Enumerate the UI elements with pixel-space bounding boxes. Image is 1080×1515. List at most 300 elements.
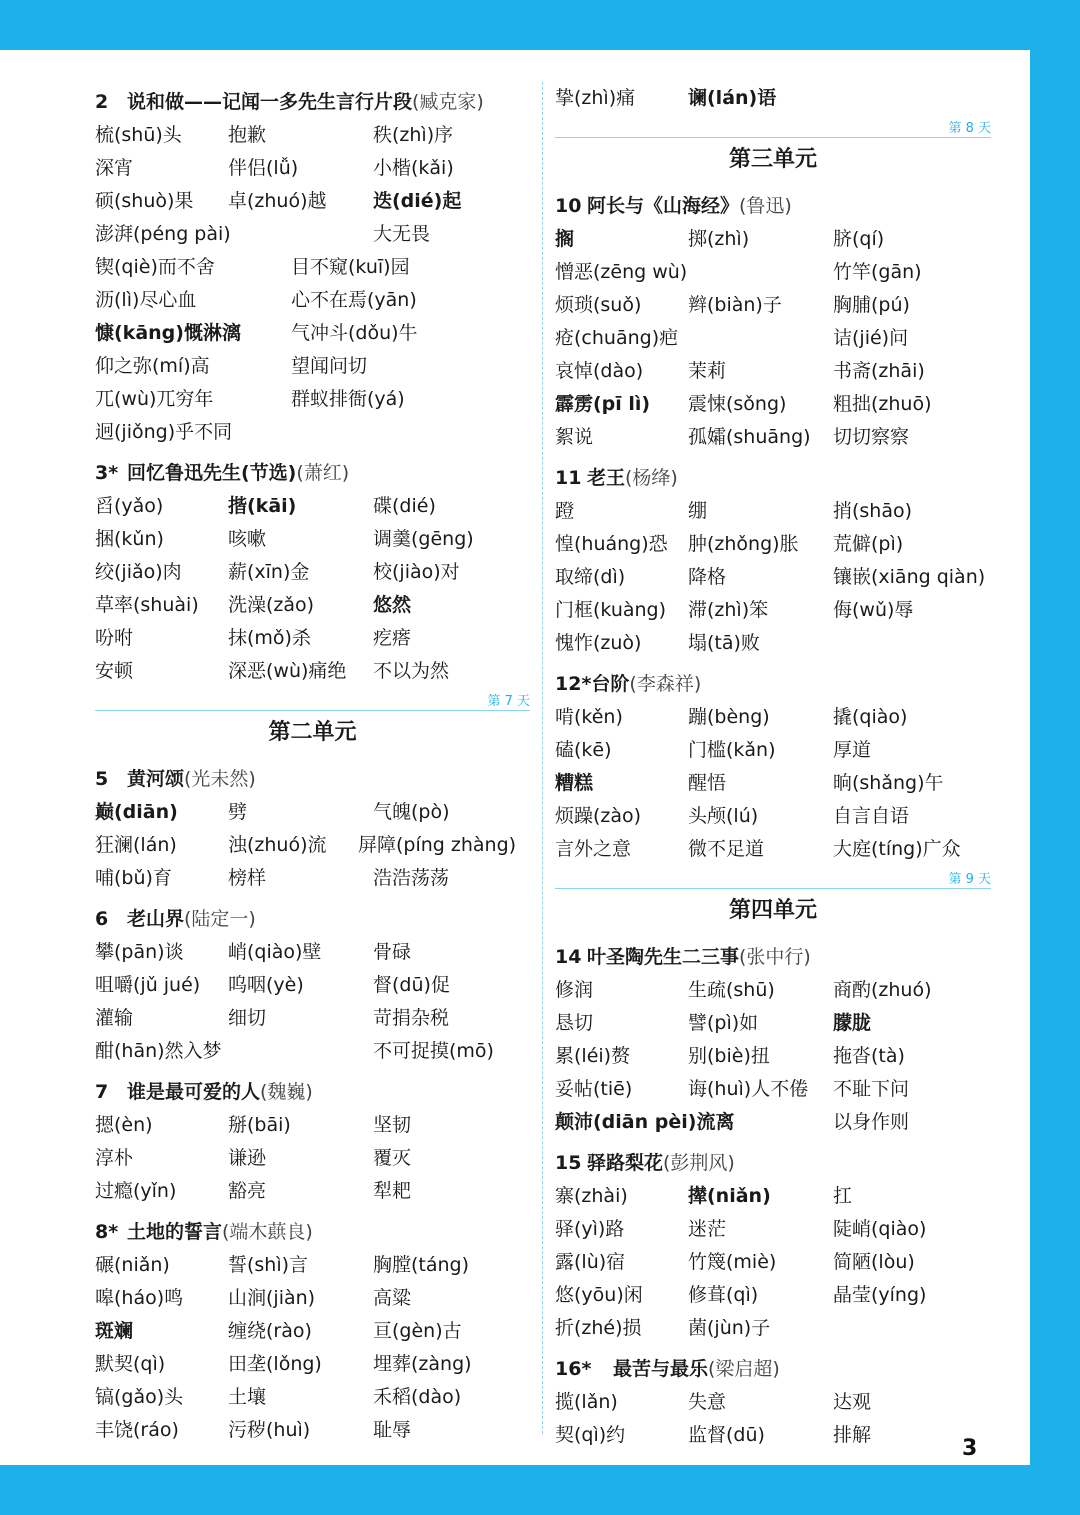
lesson-name: 黄河颂 [127, 768, 185, 790]
vocab-word: 哺(bǔ)育 [95, 867, 172, 889]
vocab-word: 磕(kē) [555, 739, 612, 761]
vocab-word: 肿(zhǒng)胀 [688, 533, 799, 555]
vocab-word: 降格 [688, 566, 727, 588]
vocab-row [555, 701, 991, 734]
vocab-word: 安顿 [95, 660, 134, 682]
vocab-word: 气冲斗(dǒu)牛 [291, 322, 418, 344]
vocab-word: 抹(mǒ)杀 [228, 627, 311, 649]
lesson-title [95, 763, 530, 796]
vocab-word: 寨(zhài) [555, 1185, 628, 1207]
vocab-word: 悠然 [373, 594, 412, 616]
vocab-word: 狂澜(lán) [95, 834, 177, 856]
vocab-row [555, 421, 991, 454]
vocab-row [555, 833, 991, 866]
vocab-row [555, 1279, 991, 1312]
vocab-word: 累(léi)赘 [555, 1045, 631, 1067]
vocab-word: 头颅(lú) [688, 805, 759, 827]
vocab-word: 深恶(wù)痛绝 [228, 660, 347, 682]
vocab-word: 镐(gǎo)头 [95, 1386, 184, 1408]
vocab-word: 呜咽(yè) [228, 974, 304, 996]
vocab-row [95, 119, 530, 152]
lesson-number: 15 [555, 1152, 582, 1174]
lesson-author: (魏巍) [260, 1081, 313, 1103]
vocab-word: 茉莉 [688, 360, 727, 382]
vocab-row [95, 185, 530, 218]
vocab-word: 梳(shū)头 [95, 124, 182, 146]
vocab-row [555, 767, 991, 800]
vocab-word: 颠沛(diān pèi)流离 [555, 1111, 735, 1133]
vocab-word: 浩浩荡荡 [373, 867, 450, 889]
vocab-row [95, 969, 530, 1002]
vocab-word: 醒悟 [688, 772, 727, 794]
vocab-word: 山涧(jiàn) [228, 1287, 316, 1309]
vocab-row [555, 322, 991, 355]
vocab-word: 烦躁(zào) [555, 805, 642, 827]
vocab-word: 揩(kāi) [228, 495, 297, 517]
vocab-word: 蹦(bèng) [688, 706, 770, 728]
vocab-word: 搁 [555, 228, 575, 250]
vocab-row [555, 1419, 991, 1452]
vocab-row [555, 223, 991, 256]
vocab-row [555, 1312, 991, 1345]
vocab-word: 撵(niǎn) [688, 1185, 771, 1207]
lesson-number: 16* [555, 1358, 592, 1380]
vocab-row [95, 251, 530, 284]
vocab-word: 仰之弥(mí)高 [95, 355, 210, 377]
lesson-title [95, 903, 530, 936]
lesson-number: 7 [95, 1081, 109, 1103]
vocab-row [95, 556, 530, 589]
vocab-word: 恳切 [555, 1012, 594, 1034]
vocab-word: 深宵 [95, 157, 134, 179]
vocab-row [95, 829, 530, 862]
vocab-row [555, 256, 991, 289]
lesson-author: (李森祥) [629, 673, 702, 695]
vocab-word: 掰(bāi) [228, 1114, 291, 1136]
vocab-row [95, 936, 530, 969]
lesson-name: 回忆鲁迅先生(节选) [127, 462, 297, 484]
vocab-row [95, 317, 530, 350]
vocab-word: 简陋(lòu) [833, 1251, 915, 1273]
vocab-word: 沥(lì)尽心血 [95, 289, 197, 311]
vocab-word: 修润 [555, 979, 594, 1001]
vocab-word: 澎湃(péng pài) [95, 223, 231, 245]
vocab-word: 侮(wǔ)辱 [833, 599, 914, 621]
vocab-word: 草率(shuài) [95, 594, 199, 616]
lesson-number: 2 [95, 91, 109, 113]
vocab-word: 硕(shuò)果 [95, 190, 194, 212]
vocab-word: 修葺(qì) [688, 1284, 759, 1306]
vocab-word: 迭(dié)起 [373, 190, 462, 212]
vocab-word: 不以为然 [373, 660, 450, 682]
vocab-word: 厚道 [833, 739, 872, 761]
vocab-word: 孤孀(shuāng) [688, 426, 811, 448]
vocab-row [95, 1249, 530, 1282]
vocab-word: 亘(gèn)古 [373, 1320, 462, 1342]
unit-title: 第二单元 [268, 720, 357, 745]
vocab-word: 糟糕 [555, 772, 594, 794]
vocab-row [95, 1414, 530, 1447]
lesson-title [555, 668, 991, 701]
vocab-word: 言外之意 [555, 838, 632, 860]
vocab-row [555, 289, 991, 322]
vocab-word: 生疏(shū) [688, 979, 775, 1001]
lesson-author: (鲁迅) [739, 195, 792, 217]
vocab-row [555, 1007, 991, 1040]
vocab-word: 捆(kǔn) [95, 528, 164, 550]
lesson-title [555, 462, 991, 495]
vocab-word: 竹篾(miè) [688, 1251, 777, 1273]
vocab-word: 埋葬(zàng) [373, 1353, 472, 1375]
vocab-word [688, 322, 833, 355]
vocab-row [95, 1175, 530, 1208]
vocab-word: 攀(pān)谈 [95, 941, 184, 963]
vocab-word: 妥帖(tiē) [555, 1078, 633, 1100]
vocab-word: 迥(jiǒng)乎不同 [95, 421, 233, 443]
vocab-row [555, 1073, 991, 1106]
lesson-author: (端木蕻良) [222, 1221, 313, 1243]
unit-title: 第三单元 [728, 147, 817, 172]
vocab-word: 大无畏 [373, 223, 431, 245]
vocab-word: 竹竿(gān) [833, 261, 922, 283]
vocab-word: 絮说 [555, 426, 594, 448]
vocab-word: 门槛(kǎn) [688, 739, 776, 761]
left-column [95, 82, 530, 1447]
vocab-word: 薪(xīn)金 [228, 561, 310, 583]
day-marker [555, 115, 991, 137]
vocab-word [228, 1035, 373, 1068]
vocab-row [95, 1142, 530, 1175]
right-border [1030, 0, 1080, 1515]
vocab-word: 悠(yōu)闲 [555, 1284, 643, 1306]
lesson-title [95, 1216, 530, 1249]
vocab-word: 丰饶(ráo) [95, 1419, 179, 1441]
lesson-author: (陆定一) [184, 908, 256, 930]
vocab-word: 抱歉 [228, 124, 267, 146]
vocab-word: 慷(kāng)慨淋漓 [95, 322, 241, 344]
vocab-word: 诘(jié)问 [833, 327, 909, 349]
vocab-row [95, 218, 530, 251]
vocab-row [555, 82, 991, 115]
vocab-word: 挚(zhì)痛 [555, 87, 636, 109]
lesson-number: 8* [95, 1221, 119, 1243]
vocab-word: 愧怍(zuò) [555, 632, 642, 654]
vocab-row [555, 1040, 991, 1073]
vocab-word: 小楷(kǎi) [373, 157, 454, 179]
vocab-word: 朦胧 [833, 1012, 872, 1034]
lesson-title [95, 1076, 530, 1109]
vocab-word: 骨碌 [373, 941, 412, 963]
vocab-word: 誓(shì)言 [228, 1254, 309, 1276]
vocab-word: 淳朴 [95, 1147, 134, 1169]
vocab-row [555, 1180, 991, 1213]
vocab-row [95, 1348, 530, 1381]
vocab-word: 耻辱 [373, 1419, 412, 1441]
vocab-word: 气魄(pò) [373, 801, 450, 823]
vocab-word: 田垄(lǒng) [228, 1353, 322, 1375]
bottom-border [0, 1465, 1080, 1515]
lesson-number: 14 [555, 946, 582, 968]
vocab-row [95, 1109, 530, 1142]
vocab-word: 绷 [688, 500, 708, 522]
vocab-word: 不耻下问 [833, 1078, 910, 1100]
vocab-word: 犁耙 [373, 1180, 412, 1202]
vocab-word: 覆灭 [373, 1147, 412, 1169]
vocab-word: 商酌(zhuó) [833, 979, 932, 1001]
lesson-number: 5 [95, 768, 109, 790]
vocab-word: 诲(huì)人不倦 [688, 1078, 809, 1100]
day-label: 第 8 天 [948, 121, 991, 136]
vocab-row [95, 862, 530, 895]
vocab-word [688, 1106, 833, 1139]
vocab-row [555, 594, 991, 627]
vocab-row [95, 622, 530, 655]
vocab-word: 监督(dū) [688, 1424, 765, 1446]
vocab-row [555, 1246, 991, 1279]
vocab-word: 荒僻(pì) [833, 533, 904, 555]
lesson-title [95, 86, 530, 119]
vocab-row [95, 284, 530, 317]
vocab-word: 镶嵌(xiāng qiàn) [833, 566, 986, 588]
vocab-row [555, 388, 991, 421]
vocab-word: 咀嚼(jǔ jué) [95, 974, 201, 996]
vocab-word: 滞(zhì)笨 [688, 599, 769, 621]
vocab-word: 脐(qí) [833, 228, 885, 250]
vocab-word: 督(dū)促 [373, 974, 450, 996]
vocab-row [555, 1386, 991, 1419]
vocab-word [228, 218, 373, 251]
vocab-row [555, 974, 991, 1007]
vocab-word: 校(jiào)对 [373, 561, 460, 583]
vocab-row [95, 1315, 530, 1348]
lesson-author: (彭荆风) [663, 1152, 735, 1174]
lesson-author: (梁启超) [708, 1358, 780, 1380]
vocab-word: 哀悼(dào) [555, 360, 644, 382]
vocab-word: 陡峭(qiào) [833, 1218, 927, 1240]
lesson-author: (张中行) [739, 946, 811, 968]
day-label: 第 7 天 [487, 694, 530, 709]
vocab-word: 书斋(zhāi) [833, 360, 925, 382]
lesson-number: 12* [555, 673, 592, 695]
vocab-row [95, 490, 530, 523]
vocab-word: 斑斓 [95, 1320, 134, 1342]
vocab-word: 秩(zhì)序 [373, 124, 454, 146]
vocab-word: 群蚁排衙(yá) [291, 388, 405, 410]
vocab-word: 迷茫 [688, 1218, 727, 1240]
vocab-row [95, 523, 530, 556]
vocab-word: 大庭(tíng)广众 [833, 838, 961, 860]
vocab-word: 霹雳(pī lì) [555, 393, 651, 415]
vocab-word: 禾稻(dào) [373, 1386, 462, 1408]
lesson-title [555, 1353, 991, 1386]
vocab-word: 伴侣(lǚ) [228, 157, 299, 179]
vocab-row [95, 589, 530, 622]
vocab-row [555, 734, 991, 767]
day-marker [555, 866, 991, 888]
vocab-row [95, 152, 530, 185]
vocab-word: 兀(wù)兀穷年 [95, 388, 214, 410]
vocab-word: 失意 [688, 1391, 727, 1413]
vocab-word: 粗拙(zhuō) [833, 393, 932, 415]
vocab-word: 契(qì)约 [555, 1424, 626, 1446]
lesson-title [555, 941, 991, 974]
vocab-word: 巅(diān) [95, 801, 178, 823]
vocab-row [95, 655, 530, 688]
vocab-word: 露(lù)宿 [555, 1251, 626, 1273]
vocab-word: 捎(shāo) [833, 500, 913, 522]
vocab-word: 取缔(dì) [555, 566, 626, 588]
vocab-word: 扛 [833, 1185, 853, 1207]
vocab-word: 惶(huáng)恐 [555, 533, 668, 555]
lesson-name: 说和做——记闻一多先生言行片段 [127, 91, 413, 113]
vocab-word: 驿(yì)路 [555, 1218, 625, 1240]
vocab-word: 震悚(sǒng) [688, 393, 787, 415]
vocab-word: 菌(jùn)子 [688, 1317, 771, 1339]
vocab-word: 折(zhé)损 [555, 1317, 642, 1339]
vocab-word: 洗澡(zǎo) [228, 594, 315, 616]
vocab-word: 灌输 [95, 1007, 134, 1029]
vocab-word: 咳嗽 [228, 528, 267, 550]
vocab-word: 吩咐 [95, 627, 134, 649]
unit-title: 第四单元 [728, 898, 817, 923]
day-marker [95, 688, 530, 710]
vocab-word: 门框(kuàng) [555, 599, 667, 621]
vocab-word: 浊(zhuó)流 [228, 834, 327, 856]
vocab-word: 排解 [833, 1424, 872, 1446]
vocab-row [95, 1381, 530, 1414]
lesson-name: 阿长与《山海经》 [587, 195, 740, 217]
vocab-word: 摁(èn) [95, 1114, 153, 1136]
vocab-word: 目不窥(kuī)园 [291, 256, 410, 278]
vocab-word: 榜样 [228, 867, 267, 889]
vocab-word: 揽(lǎn) [555, 1391, 618, 1413]
lesson-name: 谁是最可爱的人 [127, 1081, 261, 1103]
vocab-word: 啃(kěn) [555, 706, 623, 728]
lesson-title [555, 190, 991, 223]
vocab-word: 自言自语 [833, 805, 910, 827]
vocab-row [95, 350, 530, 383]
vocab-word: 苛捐杂税 [373, 1007, 450, 1029]
vocab-word: 拖沓(tà) [833, 1045, 905, 1067]
vocab-row [555, 561, 991, 594]
vocab-word: 疙瘩 [373, 627, 412, 649]
vocab-row [555, 355, 991, 388]
vocab-word: 绞(jiǎo)肉 [95, 561, 182, 583]
vocab-word: 微不足道 [688, 838, 765, 860]
vocab-row [555, 1213, 991, 1246]
vocab-word: 屏障(píng zhàng) [358, 834, 517, 856]
lesson-author: (杨绛) [625, 467, 678, 489]
vocab-word: 心不在焉(yān) [291, 289, 417, 311]
lesson-title [95, 457, 530, 490]
vocab-row [95, 796, 530, 829]
top-border [0, 0, 1080, 50]
vocab-word: 坚韧 [373, 1114, 412, 1136]
vocab-word: 蹬 [555, 500, 575, 522]
vocab-word: 碟(dié) [373, 495, 436, 517]
vocab-word: 锲(qiè)而不舍 [95, 256, 215, 278]
column-divider [542, 82, 543, 1434]
lesson-number: 10 [555, 195, 582, 217]
vocab-row [95, 383, 530, 416]
lesson-number: 6 [95, 908, 109, 930]
vocab-row [555, 1106, 991, 1139]
vocab-word: 碾(niǎn) [95, 1254, 170, 1276]
vocab-row [95, 416, 530, 449]
vocab-word: 切切察察 [833, 426, 910, 448]
vocab-word: 调羹(gēng) [373, 528, 474, 550]
vocab-word: 豁亮 [228, 1180, 267, 1202]
vocab-word: 胸脯(pú) [833, 294, 910, 316]
lesson-name: 驿路梨花 [587, 1152, 664, 1174]
vocab-word: 过瘾(yǐn) [95, 1180, 177, 1202]
vocab-word: 撬(qiào) [833, 706, 908, 728]
vocab-word: 憎恶(zēng wù) [555, 261, 688, 283]
vocab-row [555, 800, 991, 833]
vocab-word: 谦逊 [228, 1147, 267, 1169]
vocab-word: 酣(hān)然入梦 [95, 1040, 222, 1062]
lesson-name: 叶圣陶先生二三事 [587, 946, 740, 968]
vocab-word: 高粱 [373, 1287, 412, 1309]
vocab-word: 晌(shǎng)午 [833, 772, 944, 794]
vocab-row [555, 528, 991, 561]
lesson-name: 老山界 [127, 908, 185, 930]
right-column [555, 82, 991, 1452]
vocab-word: 嗥(háo)鸣 [95, 1287, 184, 1309]
vocab-row [95, 1002, 530, 1035]
day-label: 第 9 天 [948, 872, 991, 887]
vocab-word: 卓(zhuó)越 [228, 190, 327, 212]
vocab-word: 默契(qì) [95, 1353, 166, 1375]
vocab-row [95, 1035, 530, 1068]
vocab-word: 别(biè)扭 [688, 1045, 770, 1067]
vocab-word: 污秽(huì) [228, 1419, 311, 1441]
vocab-word: 胸膛(táng) [373, 1254, 470, 1276]
vocab-row [555, 495, 991, 528]
vocab-word: 疮(chuāng)疤 [555, 327, 679, 349]
vocab-word: 譬(pì)如 [688, 1012, 759, 1034]
lesson-number: 3* [95, 462, 119, 484]
vocab-word: 土壤 [228, 1386, 267, 1408]
vocab-word: 谰(lán)语 [688, 87, 777, 109]
vocab-word: 望闻问切 [291, 355, 368, 377]
lesson-author: (光未然) [184, 768, 256, 790]
vocab-word: 掷(zhì) [688, 228, 750, 250]
vocab-word [688, 256, 833, 289]
vocab-row [95, 1282, 530, 1315]
vocab-word: 烦琐(suǒ) [555, 294, 642, 316]
vocab-row [555, 627, 991, 660]
vocab-word: 峭(qiào)壁 [228, 941, 322, 963]
vocab-word: 以身作则 [833, 1111, 910, 1133]
page-number: 3 [962, 1436, 978, 1461]
vocab-word: 细切 [228, 1007, 267, 1029]
lesson-number: 11 [555, 467, 582, 489]
lesson-name: 老王 [587, 467, 626, 489]
lesson-author: (萧红) [296, 462, 350, 484]
lesson-name: 台阶 [591, 673, 630, 695]
vocab-word: 晶莹(yíng) [833, 1284, 927, 1306]
vocab-word: 塌(tā)败 [688, 632, 760, 654]
vocab-word: 达观 [833, 1391, 872, 1413]
vocab-word: 劈 [228, 801, 248, 823]
lesson-author: (臧克家) [412, 91, 484, 113]
lesson-name: 最苦与最乐 [613, 1358, 709, 1380]
lesson-title [555, 1147, 991, 1180]
lesson-name: 土地的誓言 [127, 1221, 223, 1243]
vocab-word: 不可捉摸(mō) [373, 1040, 494, 1062]
vocab-word: 舀(yǎo) [95, 495, 164, 517]
